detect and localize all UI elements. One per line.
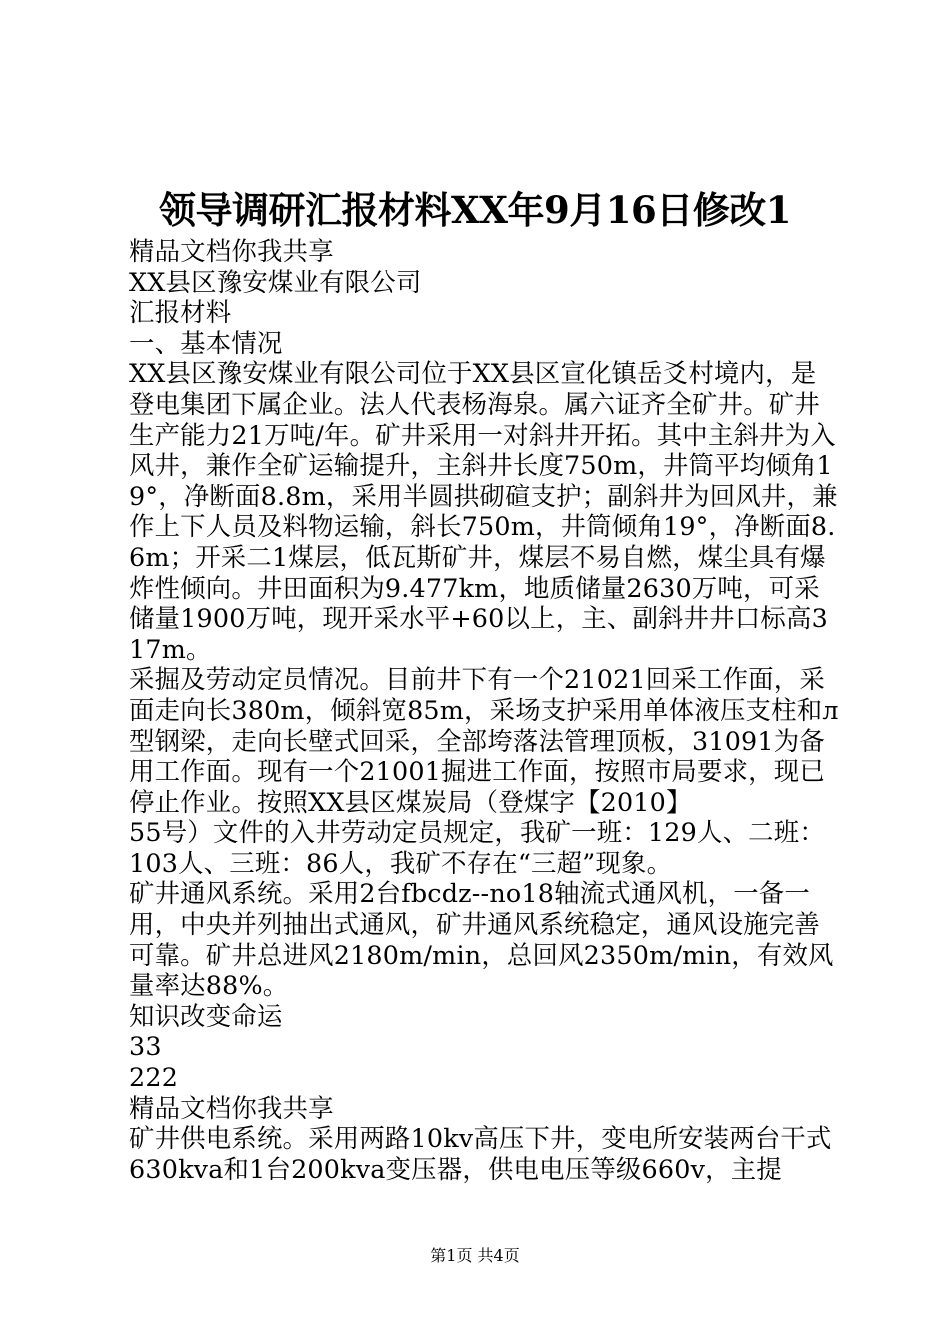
paragraph-power-supply: 矿井供电系统。采用两路10kv高压下井，变电所安装两台干式630kva和1台200kva变压器，供电电压等级660v，主提: [129, 1123, 832, 1184]
paragraph-basic-info: XX县区豫安煤业有限公司位于XX县区宣化镇岳爻村境内，是登电集团下属企业。法人代表杨海泉。属六证齐全矿井。矿井生产能力21万吨/年。矿井采用一对斜井开拓。其中主斜井为入风井，兼作全矿运输提升，主斜井长度750m，井筒平均倾角19°，净断面8.8m，采用半圆拱砌碹支护；副斜井为回风井，兼作上下人员及料物运输，斜长750m，井筒倾角19°，净断面8.6m；开采二1煤层，低瓦斯矿井，煤层不易自燃，煤尘具有爆炸性倾向。井田面积为9.477km，地质储量2630万吨，可采储量1900万吨，现开采水平+60以上，主、副斜井井口标高317m。: [129, 358, 838, 664]
document-body: [129, 236, 841, 1184]
header-line-repeat: 精品文档你我共享: [129, 1092, 334, 1123]
document-title: 领导调研汇报材料XX年9月16日修改1: [159, 188, 791, 232]
number-line-222: 222: [129, 1062, 179, 1093]
section-heading: 一、基本情况: [129, 327, 283, 358]
header-line: 精品文档你我共享: [129, 236, 334, 266]
report-label-line: 汇报材料: [129, 297, 232, 328]
page-footer: 第1页 共4页: [430, 1246, 520, 1265]
knowledge-line: 知识改变命运: [129, 1000, 283, 1031]
company-name-line: XX县区豫安煤业有限公司: [129, 266, 422, 297]
number-line-33: 33: [129, 1031, 162, 1062]
paragraph-ventilation: 矿井通风系统。采用2台fbcdz--no18轴流式通风机，一备一用，中央并列抽出式通风，矿井通风系统稳定，通风设施完善可靠。矿井总进风2180m/min，总回风2350m/min，有效风量率达88%。: [129, 878, 834, 1001]
paragraph-staffing-continued: 55号）文件的入井劳动定员规定，我矿一班：129人、二班：103人、三班：86人，我矿不存在“三超”现象。: [129, 817, 825, 878]
paragraph-mining-staffing: 采掘及劳动定员情况。目前井下有一个21021回采工作面，采面走向长380m，倾斜宽85m，采场支护采用单体液压支柱和л型钢梁，走向长壁式回采，全部垮落法管理顶板，31091为备用工作面。现有一个21001掘进工作面，按照市局要求，现已停止作业。按照XX县区煤炭局（登煤字【2010】: [129, 664, 839, 817]
